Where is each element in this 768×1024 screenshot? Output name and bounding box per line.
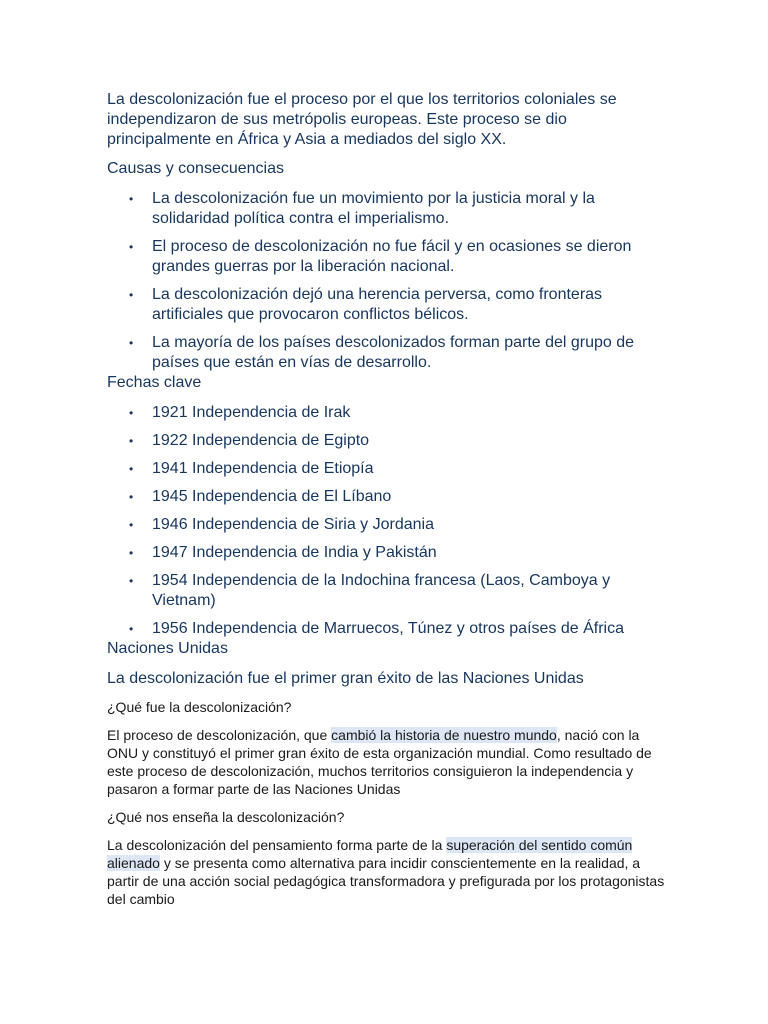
question-what-teaches: ¿Qué nos enseña la descolonización? [107, 809, 345, 825]
intro-paragraph: La descolonización fue el proceso por el que los territorios coloniales se independizaron de sus metrópolis europeas. Este proceso se dio principalmente en África y Asia a mediados del siglo XX. [107, 91, 617, 148]
list-item [107, 571, 668, 611]
bullet-icon: • [129, 546, 134, 560]
list-item-text: 1954 Independencia de la Indochina francesa (Laos, Camboya y Vietnam) [152, 572, 611, 609]
list-item [107, 285, 668, 325]
paragraph-text: y se presenta como alternativa para incidir conscientemente en la realidad, a partir de una acción social pedagógica transformadora y prefigurada por los protagonistas del cambio [107, 855, 665, 907]
bullet-icon: • [129, 622, 134, 636]
bullet-icon: • [129, 518, 134, 532]
question-what-was: ¿Qué fue la descolonización? [107, 699, 292, 715]
list-item-text: El proceso de descolonización no fue fácil y en ocasiones se dieron grandes guerras por la liberación nacional. [152, 238, 632, 275]
paragraph-text: El proceso de descolonización, que [107, 727, 332, 743]
highlighted-text: cambió la historia de nuestro mundo [331, 727, 557, 743]
bullet-icon: • [129, 336, 134, 350]
bullet-icon: • [129, 406, 134, 420]
list-item [107, 333, 668, 373]
bullet-icon: • [129, 288, 134, 302]
list-item-tail: Naciones Unidas [107, 640, 228, 657]
dates-heading: Fechas clave [107, 374, 202, 391]
un-heading: La descolonización fue el primer gran éxito de las Naciones Unidas [107, 670, 584, 687]
paragraph-what-was [107, 726, 668, 798]
list-item [107, 403, 668, 423]
last-date-item [107, 619, 668, 659]
bullet-icon: • [129, 462, 134, 476]
bullet-icon: • [129, 490, 134, 504]
list-item [107, 431, 668, 451]
causes-list [107, 189, 668, 373]
list-item-text: 1956 Independencia de Marruecos, Túnez y otros países de África [152, 620, 624, 637]
list-item [107, 543, 668, 563]
highlighted-text: superación del sentido común alienado [107, 837, 633, 871]
bullet-icon: • [129, 434, 134, 448]
list-item-text: 1921 Independencia de Irak [152, 404, 351, 421]
bullet-icon: • [129, 192, 134, 206]
list-item-text: 1922 Independencia de Egipto [152, 432, 370, 449]
list-item-text: 1945 Independencia de El Líbano [152, 488, 392, 505]
list-item-text: 1946 Independencia de Siria y Jordania [152, 516, 434, 533]
list-item [107, 515, 668, 535]
list-item-text: La descolonización dejó una herencia perversa, como fronteras artificiales que provocaron conflictos bélicos. [152, 286, 603, 323]
causes-heading: Causas y consecuencias [107, 160, 284, 177]
list-item [107, 487, 668, 507]
list-item-text: 1947 Independencia de India y Pakistán [152, 544, 437, 561]
list-item [107, 189, 668, 229]
bullet-icon: • [129, 240, 134, 254]
list-item [107, 237, 668, 277]
bullet-icon: • [129, 574, 134, 588]
list-item-text: 1941 Independencia de Etiopía [152, 460, 374, 477]
list-item-text: La mayoría de los países descolonizados forman parte del grupo de países que están en vías de desarrollo. [152, 334, 635, 371]
paragraph-text: La descolonización del pensamiento forma parte de la [107, 837, 447, 853]
paragraph-text: , nació con la ONU y constituyó el primer gran éxito de esta organización mundial. Como resultado de este proceso de descolonización, muchos territorios consiguieron la independencia y pasaron a formar parte de las Naciones Unidas [107, 727, 652, 797]
list-item-text: La descolonización fue un movimiento por la justicia moral y la solidaridad política contra el imperialismo. [152, 190, 595, 227]
list-item [107, 459, 668, 479]
dates-list [107, 403, 668, 611]
paragraph-what-teaches [107, 836, 668, 908]
